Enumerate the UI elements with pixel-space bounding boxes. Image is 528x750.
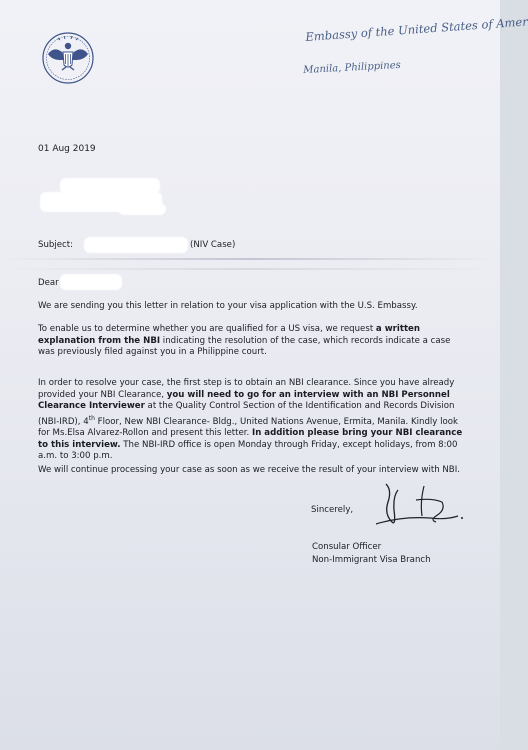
subject-label: Subject:	[38, 240, 74, 250]
paragraph-2-text: To enable us to determine whether you are qualified for a US visa, we request	[38, 324, 376, 334]
great-seal-eagle-icon	[40, 30, 96, 86]
paragraph-3-text: Floor, New NBI Clearance- Bldg., United Nations Avenue, Ermita, Manila. Kindly look for Ms.Elsa Alvarez-Rollon and present this letter.	[38, 416, 458, 439]
salutation: Dear	[38, 278, 59, 288]
paragraph-3-superscript: th	[88, 414, 95, 422]
closing: Sincerely,	[311, 505, 354, 515]
paragraph-3-bold: you will need to go for an interview with an NBI Personnel Clearance Interviewer	[38, 389, 450, 412]
signer-title: Consular Officer	[312, 542, 382, 552]
paragraph-3-bold: In addition please bring your NBI clearance to this interview.	[38, 428, 463, 450]
paragraph-3-text: at the Quality Control Section of the Identification and Records Division (NBI-IRD), 4	[38, 401, 455, 427]
letter-date: 01 Aug 2019	[38, 144, 96, 154]
paragraph-4: We will continue processing your case as soon as we receive the result of your interview with NBI.	[38, 465, 460, 475]
redacted-subject-name	[84, 237, 188, 253]
paragraph-3-text: In order to resolve your case, the first step is to obtain an NBI clearance. Since you have already provided your NBI Clearance,	[38, 378, 455, 400]
paragraph-2-text: indicating the resolution of the case, which records indicate a case was previously filed against you in a Philippine court.	[38, 335, 451, 358]
embassy-city: Manila, Philippines	[303, 59, 402, 76]
paragraph-1: We are sending you this letter in relation to your visa application with the U.S. Embassy.	[38, 301, 418, 311]
paragraph-3	[38, 378, 468, 463]
signature	[372, 480, 466, 532]
paragraph-2	[38, 324, 468, 359]
embassy-name: Embassy of the United States of Amer	[305, 14, 528, 44]
paragraph-2-bold: a written explanation from the NBI	[38, 324, 420, 346]
redacted-salutation-name	[60, 274, 122, 290]
subject-case: (NIV Case)	[190, 240, 236, 250]
redacted-recipient-address	[118, 203, 166, 215]
paper-fold	[0, 258, 500, 260]
paragraph-3-text: The NBI-IRD office is open Monday through Friday, except holidays, from 8:00 a.m. to 3:00 p.m.	[38, 439, 458, 462]
signer-branch: Non-Immigrant Visa Branch	[312, 555, 431, 565]
paper-fold	[0, 268, 500, 270]
